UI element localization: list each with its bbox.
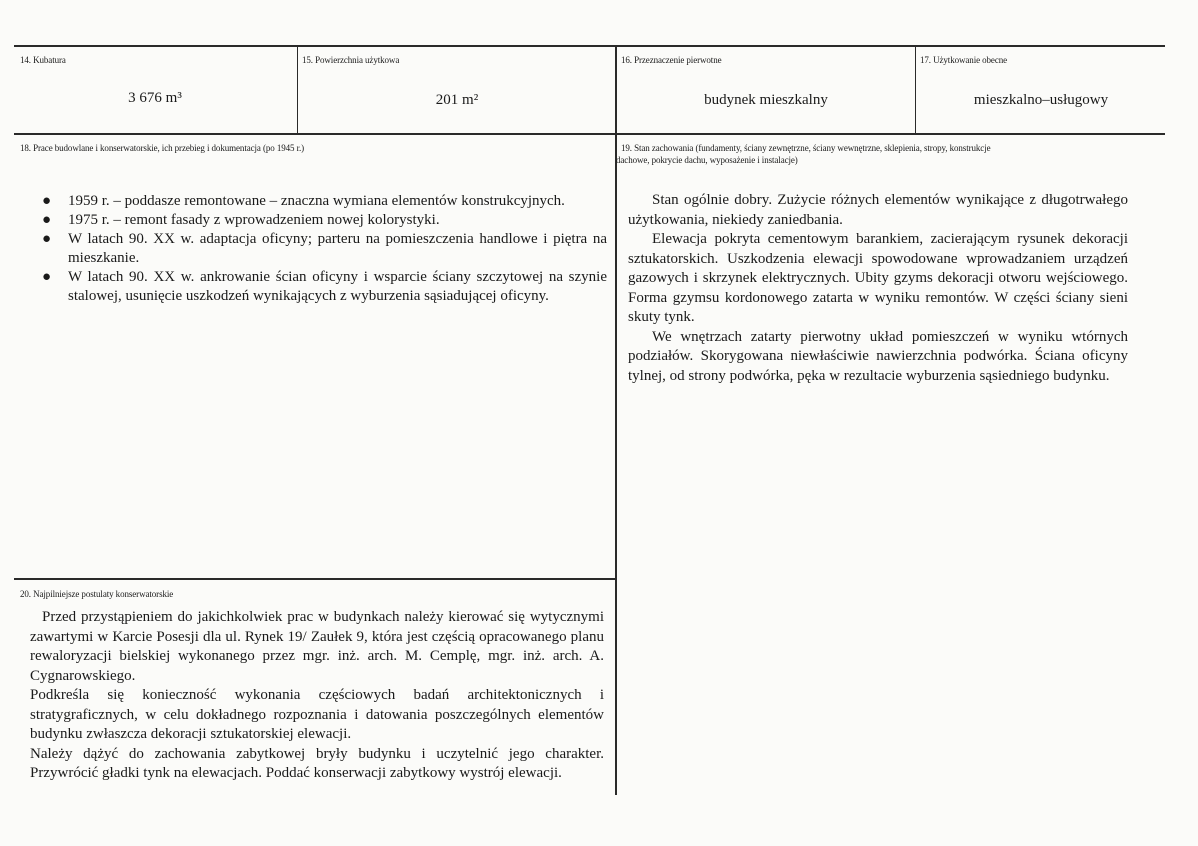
list-item bbox=[22, 192, 607, 211]
divider-16-17 bbox=[915, 45, 916, 134]
list-item bbox=[22, 211, 607, 230]
bullet-icon: ● bbox=[42, 269, 52, 285]
section-19-body bbox=[628, 191, 1128, 386]
field-14-value: 3 676 m³ bbox=[128, 90, 182, 106]
field-16-label: 16. Przeznaczenie pierwotne bbox=[621, 55, 722, 65]
section-19-label-line1: 19. Stan zachowania (fundamenty, ściany zewnętrzne, ściany wewnętrzne, sklepienia, stropy, konstrukcje bbox=[621, 143, 991, 153]
list-item-text: 1975 r. – remont fasady z wprowadzeniem nowej kolorystyki. bbox=[68, 212, 440, 228]
section-18-label: 18. Prace budowlane i konserwatorskie, ich przebieg i dokumentacja (po 1945 r.) bbox=[20, 143, 305, 153]
top-rule bbox=[14, 45, 1165, 47]
bullet-icon: ● bbox=[42, 193, 52, 209]
field-16-value: budynek mieszkalny bbox=[704, 92, 828, 108]
bullet-icon: ● bbox=[42, 231, 52, 247]
section-20-paragraph: Przed przystąpieniem do jakichkolwiek prac w budynkach należy kierować się wytycznymi zawartymi w Karcie Posesji dla ul. Rynek 19/ Zaułek 9, która jest częścią opracowanego planu rewaloryzacji bielskiej wykonanego przez mgr. inż. arch. M. Cemplę, mgr. inż. arch. A. Cygnarowskiego. bbox=[30, 609, 604, 684]
list-item bbox=[22, 230, 607, 268]
list-item-text: W latach 90. XX w. adaptacja oficyny; parteru na pomieszczenia handlowe i piętra na mieszkanie. bbox=[68, 231, 607, 266]
list-item bbox=[22, 268, 607, 306]
section-20-paragraph: Podkreśla się konieczność wykonania częściowych badań architektonicznych i stratygraficznych, w celu dokładnego rozpoznania i datowania poszczególnych elementów budynku zwłaszcza dekoracji sztukatorskiej elewacji. bbox=[30, 687, 604, 742]
section-19-label-line2: dachowe, pokrycie dachu, wyposażenie i instalacje) bbox=[616, 155, 798, 165]
section-18-list bbox=[22, 192, 607, 306]
section-19-paragraph: We wnętrzach zatarty pierwotny układ pomieszczeń w wyniku wtórnych podziałów. Skorygowana niewłaściwie nawierzchnia podwórka. Ściana oficyny tylnej, od strony podwórka, pęka w rezultacie wyburzenia sąsiedniego budynku. bbox=[628, 328, 1128, 384]
field-17-value: mieszkalno–usługowy bbox=[973, 92, 1109, 108]
field-15-label: 15. Powierzchnia użytkowa bbox=[302, 55, 400, 65]
section-20-label: 20. Najpilniejsze postulaty konserwatorskie bbox=[20, 589, 174, 599]
list-item-text: W latach 90. XX w. ankrowanie ścian oficyny i wsparcie ściany szczytowej na szynie stalowej, usunięcie uszkodzeń wynikających z wyburzenia sąsiadującej oficyny. bbox=[68, 269, 607, 304]
bullet-icon: ● bbox=[42, 212, 52, 228]
row1-bottom-rule bbox=[14, 133, 1165, 135]
section-20-paragraph: Należy dążyć do zachowania zabytkowej bryły budynku i uczytelnić jego charakter. Przywrócić gładki tynk na elewacjach. Poddać konserwacji zabytkowy wystrój elewacji. bbox=[30, 745, 604, 781]
list-item-text: 1959 r. – poddasze remontowane – znaczna wymiana elementów konstrukcyjnych. bbox=[68, 193, 565, 209]
section20-top-rule bbox=[14, 578, 617, 580]
section-19-paragraph: Elewacja pokryta cementowym barankiem, zacierającym rysunek dekoracji sztukatorskich. Uszkodzenia elewacji spowodowane wprowadzaniem urządzeń gazowych i skrzynek elektrycznych. Ubity gzyms dekoracji otworu wejściowego. Forma gzymsu kordonowego zatarta w wyniku remontów. W części ściany sieni skuty tynk. bbox=[628, 231, 1128, 325]
section-20-body bbox=[30, 608, 604, 794]
divider-14-15 bbox=[297, 45, 298, 134]
field-17-label: 17. Użytkowanie obecne bbox=[920, 55, 1008, 65]
field-15-value: 201 m² bbox=[435, 92, 479, 108]
field-14-label: 14. Kubatura bbox=[20, 55, 66, 65]
section-19-paragraph: Stan ogólnie dobry. Zużycie różnych elementów wynikające z długotrwałego użytkowania, niekiedy zaniedbania. bbox=[628, 192, 1128, 228]
